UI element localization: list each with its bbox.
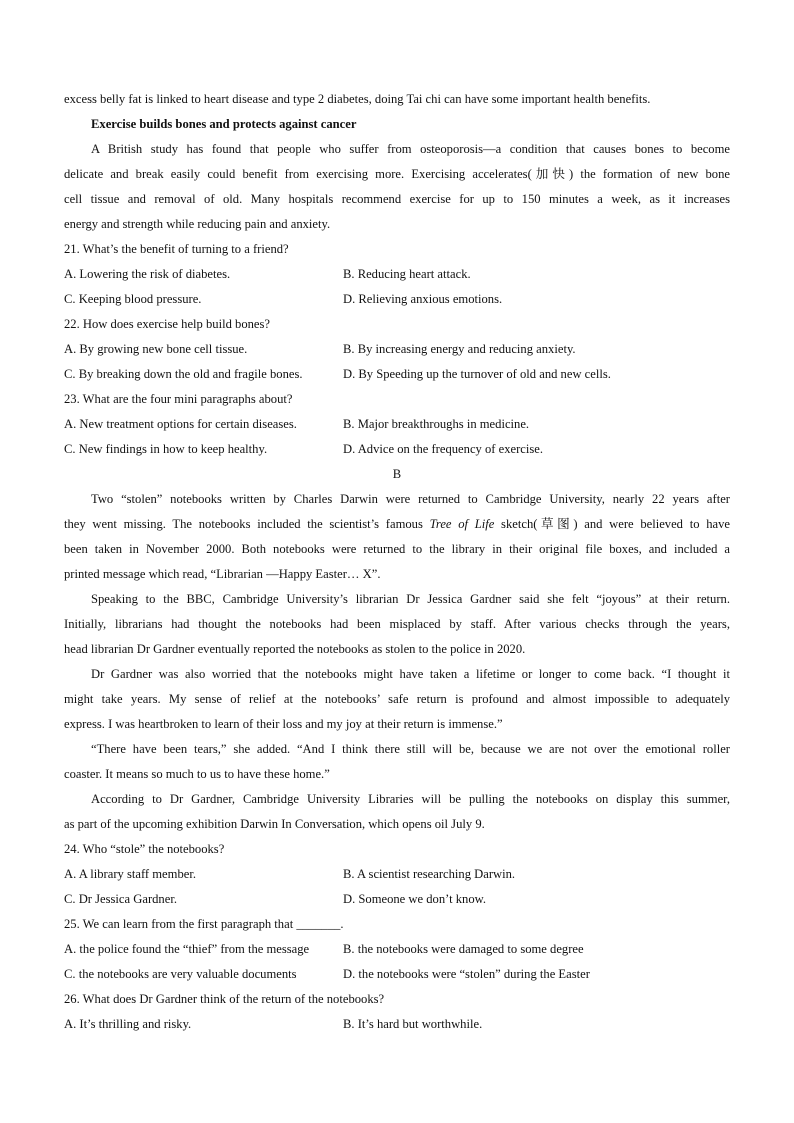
passage-b-text: sketch(草图) and were believed to have <box>494 517 730 531</box>
passage-b-para-line: might take years. My sense of relief at the notebooks’ safe return is profound and almost impossible to adequately <box>64 692 730 706</box>
question-24-stem: 24. Who “stole” the notebooks? <box>64 842 225 856</box>
question-25-options-row <box>64 962 730 987</box>
question-21-options-row <box>64 262 730 287</box>
passage-b-text: they went missing. The notebooks included the scientist’s famous <box>64 517 430 531</box>
question-22-options-row <box>64 362 730 387</box>
passage-b-para-line: Dr Gardner was also worried that the notebooks might have taken a lifetime or longer to come back. “I thought it <box>91 667 730 681</box>
question-26-stem: 26. What does Dr Gardner think of the return of the notebooks? <box>64 992 385 1006</box>
question-22-options-row <box>64 337 730 362</box>
passage-b-para-line: coaster. It means so much to us to have these home.” <box>64 767 330 781</box>
option-c[interactable]: C. the notebooks are very valuable documents <box>64 967 297 981</box>
exam-page <box>64 87 730 1037</box>
option-b[interactable]: B. It’s hard but worthwhile. <box>343 1017 483 1031</box>
option-b[interactable]: B. Reducing heart attack. <box>343 267 471 281</box>
passage-b-para-line <box>64 512 730 537</box>
question-21-stem: 21. What’s the benefit of turning to a friend? <box>64 242 289 256</box>
question-23-stem: 23. What are the four mini paragraphs about? <box>64 392 293 406</box>
question-24-options-row <box>64 862 730 887</box>
passage-b-para-line: Initially, librarians had thought the notebooks had been misplaced by staff. After various checks through the years, <box>64 617 730 631</box>
option-a[interactable]: A. It’s thrilling and risky. <box>64 1017 192 1031</box>
option-c[interactable]: C. Dr Jessica Gardner. <box>64 892 177 906</box>
passage-a-intro-line: excess belly fat is linked to heart disease and type 2 diabetes, doing Tai chi can have some important health benefits. <box>64 92 651 106</box>
option-a[interactable]: A. the police found the “thief” from the message <box>64 942 310 956</box>
passage-b-para-line: According to Dr Gardner, Cambridge University Libraries will be pulling the notebooks on display this summer, <box>91 792 730 806</box>
passage-b-para-line: printed message which read, “Librarian —Happy Easter… X”. <box>64 567 381 581</box>
book-title-italic: Tree of Life <box>429 517 495 531</box>
question-26-options-row <box>64 1012 730 1037</box>
option-b[interactable]: B. the notebooks were damaged to some degree <box>343 942 584 956</box>
option-c[interactable]: C. Keeping blood pressure. <box>64 292 202 306</box>
question-25-stem: 25. We can learn from the first paragraph that _______. <box>64 917 344 931</box>
passage-b-para-line: head librarian Dr Gardner eventually reported the notebooks as stolen to the police in 2020. <box>64 642 526 656</box>
question-22-stem: 22. How does exercise help build bones? <box>64 317 270 331</box>
option-a[interactable]: A. Lowering the risk of diabetes. <box>64 267 231 281</box>
option-c[interactable]: C. New findings in how to keep healthy. <box>64 442 268 456</box>
option-d[interactable]: D. Someone we don’t know. <box>343 892 487 906</box>
passage-a-para-line: energy and strength while reducing pain and anxiety. <box>64 217 331 231</box>
option-d[interactable]: D. By Speeding up the turnover of old and new cells. <box>343 367 611 381</box>
passage-a-para-line: cell tissue and removal of old. Many hospitals recommend exercise for up to 150 minutes a week, as it increases <box>64 192 730 206</box>
option-d[interactable]: D. the notebooks were “stolen” during the Easter <box>343 967 590 981</box>
option-b[interactable]: B. By increasing energy and reducing anxiety. <box>343 342 576 356</box>
passage-b-para-line: Two “stolen” notebooks written by Charles Darwin were returned to Cambridge University, nearly 22 years after <box>91 492 730 506</box>
passage-b-para-line: express. I was heartbroken to learn of their loss and my joy at their return is immense.” <box>64 717 503 731</box>
question-23-options-row <box>64 437 730 462</box>
section-heading: Exercise builds bones and protects against cancer <box>91 117 357 131</box>
question-21-options-row <box>64 287 730 312</box>
section-b-label: B <box>392 467 402 481</box>
option-c[interactable]: C. By breaking down the old and fragile bones. <box>64 367 303 381</box>
passage-b-para-line: as part of the upcoming exhibition Darwin In Conversation, which opens oil July 9. <box>64 817 485 831</box>
option-a[interactable]: A. By growing new bone cell tissue. <box>64 342 248 356</box>
passage-b-para-line: Speaking to the BBC, Cambridge University’s librarian Dr Jessica Gardner said she felt “joyous” at their return. <box>91 592 730 606</box>
question-23-options-row <box>64 412 730 437</box>
option-b[interactable]: B. A scientist researching Darwin. <box>343 867 516 881</box>
option-a[interactable]: A. A library staff member. <box>64 867 196 881</box>
passage-b-para-line: “There have been tears,” she added. “And I think there still will be, because we are not over the emotional roller <box>91 742 730 756</box>
passage-b-para-line: been taken in November 2000. Both notebooks were returned to the library in their original file boxes, and included a <box>64 542 730 556</box>
question-25-options-row <box>64 937 730 962</box>
option-a[interactable]: A. New treatment options for certain diseases. <box>64 417 297 431</box>
passage-a-para-line: A British study has found that people who suffer from osteoporosis—a condition that causes bones to become <box>91 142 730 156</box>
option-b[interactable]: B. Major breakthroughs in medicine. <box>343 417 530 431</box>
option-d[interactable]: D. Advice on the frequency of exercise. <box>343 442 544 456</box>
question-24-options-row <box>64 887 730 912</box>
option-d[interactable]: D. Relieving anxious emotions. <box>343 292 503 306</box>
passage-a-para-line: delicate and break easily could benefit from exercising more. Exercising accelerates(加快) the formation of new bone <box>64 167 730 181</box>
